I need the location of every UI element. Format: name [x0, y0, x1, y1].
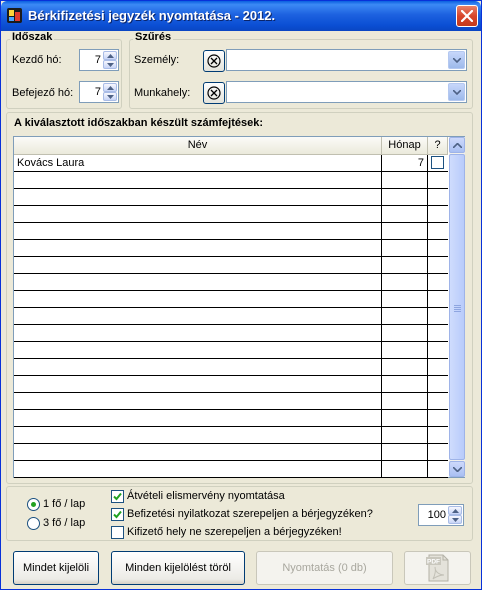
table-row[interactable]: [14, 376, 448, 393]
cell-selected: [428, 206, 448, 223]
cell-name: [14, 240, 382, 257]
table-row[interactable]: [14, 359, 448, 376]
cell-month: [382, 240, 428, 257]
person-dropdown-button[interactable]: [448, 51, 465, 69]
cell-name: Kovács Laura: [14, 155, 382, 172]
cell-month: [382, 325, 428, 342]
start-month-up-button[interactable]: [103, 51, 117, 60]
cell-name: [14, 393, 382, 410]
close-button[interactable]: [456, 5, 478, 27]
receipt-checkbox-label[interactable]: Átvételi elismervény nyomtatása: [127, 490, 285, 502]
percent-value: 100: [427, 509, 446, 521]
end-month-spinner[interactable]: [79, 81, 119, 103]
percent-up-button[interactable]: [448, 506, 462, 515]
cell-selected: [428, 223, 448, 240]
start-month-label: Kezdő hó:: [12, 54, 62, 66]
cell-month: 7: [382, 155, 428, 172]
cell-name: [14, 274, 382, 291]
column-header-selected[interactable]: ?: [428, 137, 448, 155]
cell-month: [382, 410, 428, 427]
pdf-export-button[interactable]: [404, 551, 471, 585]
cell-selected: [428, 325, 448, 342]
title-bar: [1, 1, 481, 31]
table-row[interactable]: [14, 461, 448, 478]
declaration-checkbox-label[interactable]: Befizetési nyilatkozat szerepeljen a bérjegyzéken?: [127, 508, 373, 520]
close-icon: [461, 10, 473, 22]
checkmark-icon: [113, 510, 122, 519]
cell-selected: [428, 155, 448, 172]
clear-circle-icon: [207, 54, 221, 68]
cell-name: [14, 376, 382, 393]
cell-selected: [428, 461, 448, 478]
payroll-grid[interactable]: [13, 136, 465, 478]
scroll-grip-icon: [454, 305, 461, 313]
arrow-down-icon: [452, 518, 459, 522]
end-month-label: Befejező hó:: [12, 87, 74, 99]
start-month-down-button[interactable]: [103, 60, 117, 69]
cell-month: [382, 189, 428, 206]
percent-spinner[interactable]: [418, 504, 464, 526]
table-row[interactable]: [14, 427, 448, 444]
pdf-icon-text: PDF: [427, 558, 440, 566]
filter-group-title: Szűrés: [135, 31, 172, 43]
cell-name: [14, 410, 382, 427]
cell-month: [382, 274, 428, 291]
person-label: Személy:: [134, 54, 180, 66]
cell-name: [14, 206, 382, 223]
radio-selected-dot: [31, 502, 36, 507]
cell-selected: [428, 359, 448, 376]
column-header-name[interactable]: Név: [14, 137, 382, 155]
grid-header: [14, 137, 448, 155]
cell-month: [382, 461, 428, 478]
table-row[interactable]: [14, 240, 448, 257]
cell-month: [382, 427, 428, 444]
scroll-thumb[interactable]: [449, 154, 465, 460]
grid-vertical-scrollbar[interactable]: [449, 137, 465, 477]
list-title: A kiválasztott időszakban készült számfejtések:: [14, 117, 264, 129]
table-row[interactable]: [14, 410, 448, 427]
cell-name: [14, 172, 382, 189]
payplace-checkbox-label[interactable]: Kifizető hely ne szerepeljen a bérjegyzéken!: [127, 526, 342, 538]
cell-selected: [428, 342, 448, 359]
table-row[interactable]: [14, 155, 448, 172]
cell-month: [382, 359, 428, 376]
table-row[interactable]: [14, 172, 448, 189]
cell-month: [382, 223, 428, 240]
pdf-icon: [423, 553, 453, 583]
checkmark-icon: [113, 492, 122, 501]
cell-month: [382, 342, 428, 359]
arrow-down-icon: [107, 95, 114, 99]
clear-person-button[interactable]: [203, 50, 225, 72]
cell-selected: [428, 189, 448, 206]
cell-selected: [428, 172, 448, 189]
cell-selected: [428, 308, 448, 325]
radio-one-per-page[interactable]: [27, 498, 40, 511]
workplace-dropdown-button[interactable]: [448, 83, 465, 101]
cell-name: [14, 427, 382, 444]
table-row[interactable]: [14, 274, 448, 291]
start-month-spinner[interactable]: [79, 49, 119, 71]
table-row[interactable]: [14, 342, 448, 359]
cell-selected: [428, 427, 448, 444]
cell-month: [382, 257, 428, 274]
percent-down-button[interactable]: [448, 515, 462, 524]
cell-month: [382, 206, 428, 223]
chevron-down-icon: [453, 90, 461, 95]
radio-three-per-page-label[interactable]: 3 fő / lap: [43, 517, 86, 529]
cell-selected: [428, 410, 448, 427]
declaration-checkbox[interactable]: [111, 508, 124, 521]
cell-month: [382, 444, 428, 461]
cell-name: [14, 308, 382, 325]
clear-circle-icon: [207, 86, 221, 100]
table-row[interactable]: [14, 189, 448, 206]
cell-name: [14, 359, 382, 376]
clear-workplace-button[interactable]: [203, 82, 225, 104]
cell-month: [382, 291, 428, 308]
table-row[interactable]: [14, 223, 448, 240]
table-row[interactable]: [14, 291, 448, 308]
cell-month: [382, 393, 428, 410]
cell-name: [14, 461, 382, 478]
arrow-up-icon: [107, 54, 114, 58]
table-row[interactable]: [14, 206, 448, 223]
scroll-up-button[interactable]: [449, 137, 465, 153]
cell-selected: [428, 376, 448, 393]
row-select-checkbox[interactable]: [431, 156, 444, 169]
end-month-up-button[interactable]: [103, 83, 117, 92]
table-row[interactable]: [14, 444, 448, 461]
select-all-button[interactable]: Mindet kijelöli: [13, 551, 99, 585]
start-month-value: 7: [94, 54, 101, 66]
cell-name: [14, 257, 382, 274]
cell-selected: [428, 257, 448, 274]
table-row[interactable]: [14, 393, 448, 410]
chevron-up-icon: [453, 143, 462, 148]
cell-name: [14, 189, 382, 206]
cell-name: [14, 444, 382, 461]
end-month-value: 7: [94, 86, 101, 98]
print-button[interactable]: Nyomtatás (0 db): [256, 551, 393, 585]
cell-month: [382, 308, 428, 325]
cell-selected: [428, 393, 448, 410]
arrow-up-icon: [107, 86, 114, 90]
table-row[interactable]: [14, 257, 448, 274]
cell-month: [382, 376, 428, 393]
cell-name: [14, 342, 382, 359]
column-header-month[interactable]: Hónap: [382, 137, 428, 155]
payplace-checkbox[interactable]: [111, 526, 124, 539]
end-month-down-button[interactable]: [103, 92, 117, 101]
cell-selected: [428, 291, 448, 308]
arrow-up-icon: [452, 509, 459, 513]
table-row[interactable]: [14, 308, 448, 325]
period-group-title: Időszak: [12, 31, 53, 43]
cell-name: [14, 223, 382, 240]
arrow-down-icon: [107, 63, 114, 67]
app-icon: [6, 7, 23, 24]
workplace-label: Munkahely:: [134, 87, 191, 99]
window-title: Bérkifizetési jegyzék nyomtatása - 2012.: [28, 8, 276, 23]
table-row[interactable]: [14, 325, 448, 342]
workplace-combo[interactable]: [226, 81, 467, 103]
cell-month: [382, 172, 428, 189]
clear-selection-button[interactable]: Minden kijelölést töröl: [111, 551, 245, 585]
chevron-down-icon: [453, 467, 462, 472]
scroll-down-button[interactable]: [449, 461, 465, 477]
chevron-down-icon: [453, 58, 461, 63]
cell-selected: [428, 444, 448, 461]
radio-one-per-page-label[interactable]: 1 fő / lap: [43, 498, 86, 510]
person-combo[interactable]: [226, 49, 467, 71]
cell-name: [14, 325, 382, 342]
radio-three-per-page[interactable]: [27, 517, 40, 530]
receipt-checkbox[interactable]: [111, 490, 124, 503]
cell-selected: [428, 240, 448, 257]
cell-selected: [428, 274, 448, 291]
cell-name: [14, 291, 382, 308]
